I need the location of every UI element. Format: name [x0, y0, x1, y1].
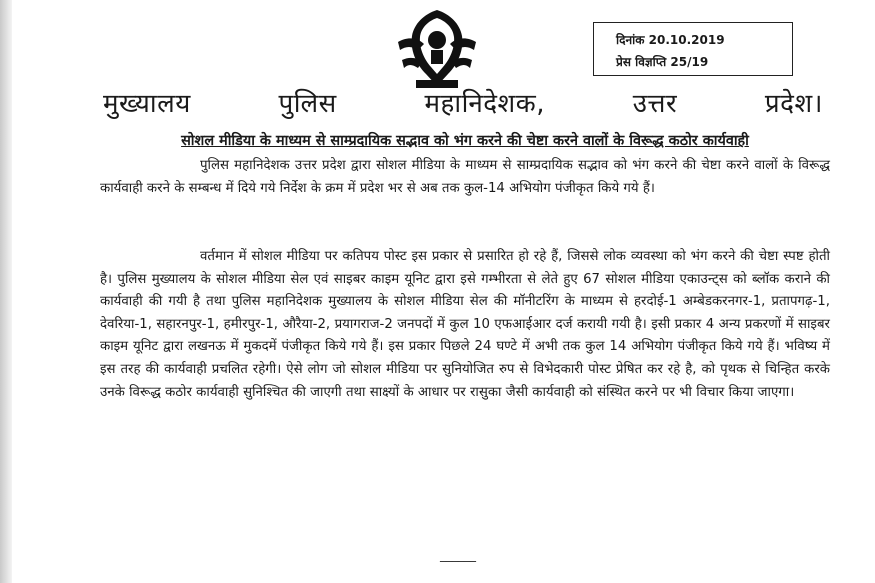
- body-paragraph: पुलिस महानिदेशक उत्तर प्रदेश द्वारा सोशल मीडिया के माध्यम से साम्प्रदायिक सद्भाव को भंग करने की चेष्टा करने वालों के विरूद्ध कार्यवाही करने के सम्बन्ध में दिये गये निर्देश के क्रम में प्रदेश भर से अब तक कुल-14 अभियोग पंजीकृत किये गये हैं।: [100, 158, 830, 196]
- body-paragraph: वर्तमान में सोशल मीडिया पर कतिपय पोस्ट इस प्रकार से प्रसारित हो रहे हैं, जिससे लोक व्यवस्था को भंग करने की चेष्टा स्पष्ट होती है। पुलिस मुख्यालय के सोशल मीडिया सेल एवं साइबर काइम यूनिट द्वारा इसे गम्भीरता से लेते हुए 67 सोशल मीडिया एकाउन्ट्स को ब्लॉक कराने की कार्यवाही की गयी है तथा पुलिस महानिदेशक मुख्यालय के सोशल मीडिया सेल की मॉनीटरिंग के माध्यम से हरदोई-1 अम्बेडकरनगर-1, प्रतापगढ़-1, देवरिया-1, सहारनपुर-1, हमीरपुर-1, औरैया-2, प्रयागराज-2 जनपदों में कुल 10 एफआईआर दर्ज करायी गयी है। इसी प्रकार 4 अन्य प्रकरणों में साइबर काइम यूनिट द्वारा लखनऊ में मुकदमें पंजीकृत किये गये हैं। इस प्रकार पिछले 24 घण्टे में अभी तक कुल 14 अभियोग पंजीकृत किये गये हैं। भविष्य में इस तरह की कार्यवाही प्रचलित रहेगी। ऐसे लोग जो सोशल मीडिया पर सुनियोजित रुप से विभेदकारी पोस्ट प्रेषित कर रहे है, को पृथक से चिन्हित करके उनके विरूद्ध कठोर कार्यवाही सुनिश्चित की जाएगी तथा साक्ष्यों के आधार पर रासुका जैसी कार्यवाही को संस्थित करने पर भी विचार किया जाएगा।: [100, 249, 830, 400]
- date-label: दिनांक 20.10.2019: [616, 33, 725, 47]
- org-word: उत्तर: [632, 89, 678, 119]
- subject-heading: सोशल मीडिया के माध्यम से साम्प्रदायिक सद्भाव को भंग करने की चेष्टा करने वालों के विरूद्ध कठोर कार्यवाही: [181, 133, 749, 149]
- up-police-emblem-icon: [388, 6, 486, 92]
- organization-heading: [103, 84, 823, 120]
- org-word: मुख्यालय: [103, 89, 191, 119]
- org-word: पुलिस: [278, 89, 337, 119]
- press-release-number: प्रेस विज्ञप्ति 25/19: [616, 55, 709, 69]
- page-edge-shadow: [0, 0, 12, 583]
- org-word: महानिदेशक,: [424, 89, 545, 119]
- org-word: प्रदेश।: [764, 89, 823, 119]
- reference-box: [593, 22, 793, 76]
- end-of-release-line: ______: [440, 548, 476, 562]
